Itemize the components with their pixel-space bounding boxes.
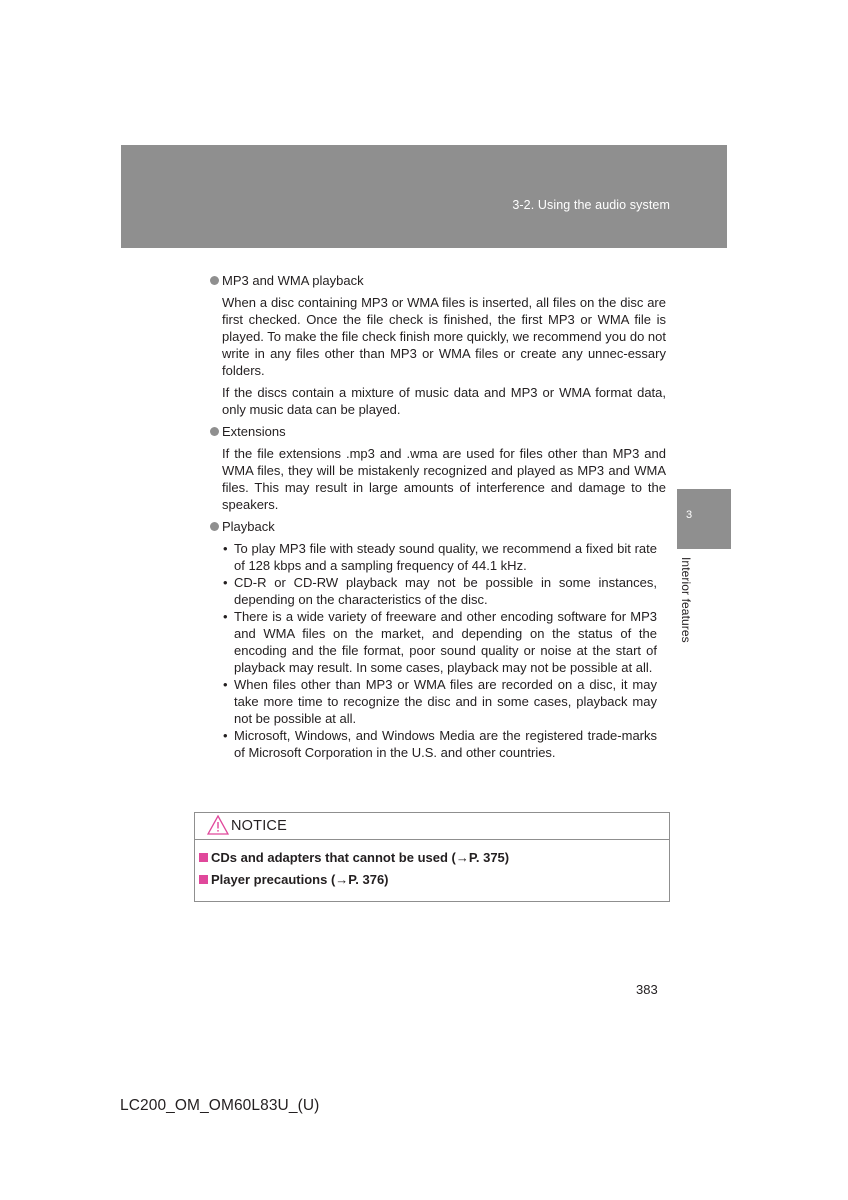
heading-text: Extensions (222, 424, 286, 439)
pink-square-icon (199, 853, 208, 862)
list-item-text: Microsoft, Windows, and Windows Media are the registered trade-marks of Microsoft Corporation in the U.S. and other countries. (234, 728, 657, 760)
warning-triangle-icon (207, 815, 229, 835)
chapter-tab (677, 489, 731, 549)
section-heading (210, 423, 666, 440)
page-number: 383 (636, 982, 658, 997)
section-mp3-wma-playback (210, 272, 666, 418)
bullet-icon: • (223, 575, 228, 590)
list-item-text: When files other than MP3 or WMA files are recorded on a disc, it may take more time to recognize the disc and in some cases, playback may not be possible at all. (234, 677, 657, 726)
bullet-icon: • (223, 728, 228, 743)
chapter-number: 3 (686, 509, 693, 521)
heading-text: Playback (222, 519, 275, 534)
notice-box (194, 812, 670, 902)
pink-square-icon (199, 875, 208, 884)
notice-reference-player-precautions (199, 872, 389, 887)
list-item (222, 540, 657, 574)
list-item-text: To play MP3 file with steady sound quality, we recommend a fixed bit rate of 128 kbps and a sampling frequency of 44.1 kHz. (234, 541, 657, 573)
bullet-dot-icon (210, 276, 219, 285)
section-heading (210, 518, 666, 535)
section-playback (210, 518, 666, 761)
notice-header (195, 813, 669, 840)
chapter-header-band (121, 145, 727, 248)
document-code: LC200_OM_OM60L83U_(U) (120, 1097, 320, 1114)
chapter-label: Interior features (679, 557, 693, 643)
bullet-icon: • (223, 541, 228, 556)
list-item (222, 608, 657, 676)
list-item-text: There is a wide variety of freeware and other encoding software for MP3 and WMA files on the market, and depending on the status of the encoding and the file format, poor sound quality or noise at the start of playback may result. In some cases, playback may not be possible at all. (234, 609, 657, 675)
bullet-dot-icon (210, 427, 219, 436)
paragraph: If the file extensions .mp3 and .wma are used for files other than MP3 and WMA files, they will be mistakenly recognized and played as MP3 and WMA files. This may result in large amounts of interference and damage to the speakers. (222, 446, 666, 512)
main-content (210, 272, 666, 761)
bullet-icon: • (223, 609, 228, 624)
section-heading (210, 272, 666, 289)
list-item (222, 727, 657, 761)
bullet-icon: • (223, 677, 228, 692)
paragraph: When a disc containing MP3 or WMA files is inserted, all files on the disc are first checked. Once the file check is finished, the first MP3 or WMA file is played. To make the file check finish more quickly, we recommend you do not write in any files other than MP3 or WMA files or create any unnec-essary folders. (222, 295, 666, 378)
bullet-list (222, 540, 657, 761)
section-extensions (210, 423, 666, 513)
section-title: 3-2. Using the audio system (512, 198, 670, 212)
list-item (222, 574, 657, 608)
bullet-dot-icon (210, 522, 219, 531)
list-item-text: CD-R or CD-RW playback may not be possible in some instances, depending on the characteristics of the disc. (234, 575, 657, 607)
notice-item-text: Player precautions (→P. 376) (211, 872, 389, 887)
notice-reference-cds-adapters (199, 850, 509, 865)
notice-item-text: CDs and adapters that cannot be used (→P. 375) (211, 850, 510, 865)
paragraph: If the discs contain a mixture of music data and MP3 or WMA format data, only music data can be played. (222, 385, 666, 417)
heading-text: MP3 and WMA playback (222, 273, 364, 288)
notice-label: NOTICE (231, 818, 287, 834)
list-item (222, 676, 657, 727)
